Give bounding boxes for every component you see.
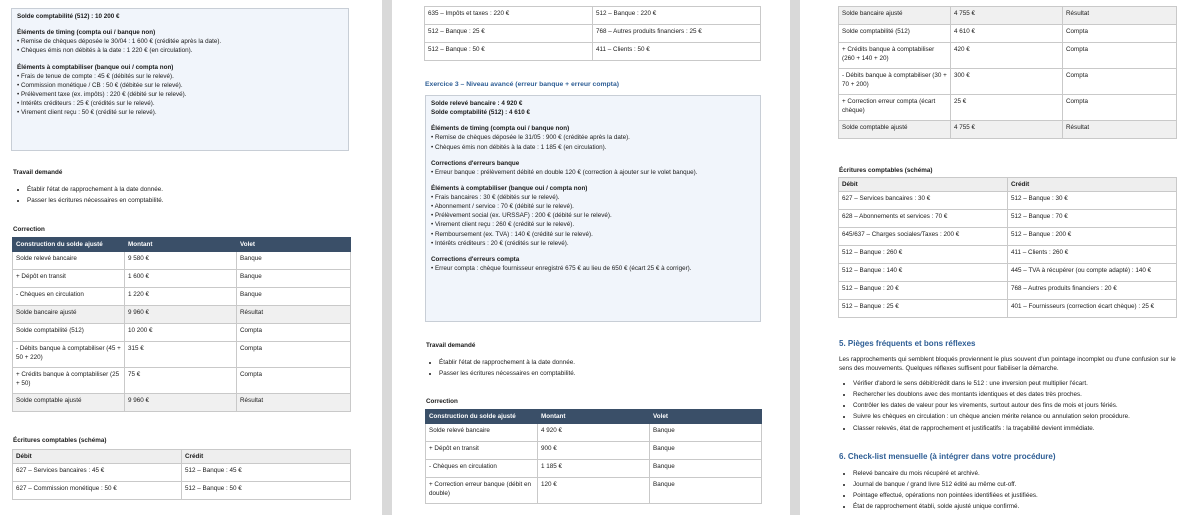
cell: Solde comptable ajusté bbox=[839, 121, 951, 139]
timing-item: • Chèques émis non débités à la date : 1 220 € (en circulation). bbox=[17, 47, 193, 55]
work-list bbox=[425, 358, 769, 380]
timing-item: • Remise de chèques déposée le 31/05 : 900 € (créditée après la date). bbox=[431, 134, 630, 142]
section-5-intro: Les rapprochements qui semblent bloqués proviennent le plus souvent d'un pointage incomplet ou d'une confusion sur le sens des mouvements. Quelques réflexes suffisent pour fiabiliser la démarche. bbox=[839, 356, 1176, 373]
to-book-heading: Éléments à comptabiliser (banque oui / compta non) bbox=[17, 63, 174, 71]
cell: 512 – Banque : 50 € bbox=[425, 43, 593, 61]
table-header-row bbox=[13, 450, 351, 464]
cell: 512 – Banque : 25 € bbox=[839, 300, 1008, 318]
table-row bbox=[839, 69, 1177, 95]
list-item: • Suivre les chèques en circulation : un chèque ancien mérite relance ou annulation selon procédure. bbox=[853, 412, 1194, 421]
column-header: Débit bbox=[839, 178, 1008, 192]
cell: 4 755 € bbox=[951, 7, 1063, 25]
cell: 4 610 € bbox=[951, 25, 1063, 43]
cell: 4 920 € bbox=[538, 424, 650, 442]
page-1 bbox=[0, 0, 382, 515]
cell: 9 960 € bbox=[125, 306, 237, 324]
exercise-data-box bbox=[425, 95, 761, 322]
bank-error-item: • Erreur banque : prélèvement débité en double 120 € (correction à ajouter sur le volet banque). bbox=[431, 168, 698, 176]
entries-table-continued bbox=[424, 6, 761, 61]
table-row bbox=[425, 43, 761, 61]
cell: 512 – Banque : 200 € bbox=[1008, 228, 1177, 246]
book-errors-heading: Corrections d'erreurs compta bbox=[431, 255, 520, 263]
cell: Banque bbox=[650, 478, 762, 504]
cell: Banque bbox=[650, 424, 762, 442]
table-row bbox=[13, 394, 351, 412]
cell: 512 – Banque : 20 € bbox=[839, 282, 1008, 300]
cell: 1 220 € bbox=[125, 288, 237, 306]
section-5-title: 5. Pièges fréquents et bons réflexes bbox=[839, 339, 976, 348]
cell: + Correction erreur banque (débit en double) bbox=[426, 478, 538, 504]
to-book-item: • Frais bancaires : 30 € (débités sur le relevé). bbox=[431, 194, 560, 201]
cell: Banque bbox=[650, 442, 762, 460]
table-row bbox=[839, 210, 1177, 228]
table-row bbox=[839, 95, 1177, 121]
cell: 10 200 € bbox=[125, 324, 237, 342]
cell: 75 € bbox=[125, 368, 237, 394]
cell: 9 580 € bbox=[125, 252, 237, 270]
cell: Compta bbox=[237, 342, 351, 368]
cell: 628 – Abonnements et services : 70 € bbox=[839, 210, 1008, 228]
cell: 635 – Impôts et taxes : 220 € bbox=[425, 7, 593, 25]
reconciliation-table-continued bbox=[838, 6, 1177, 139]
cell: - Débits banque à comptabiliser (45 + 50 + 220) bbox=[13, 342, 125, 368]
list-item: • Journal de banque / grand livre 512 édité au même cut-off. bbox=[853, 480, 1194, 489]
to-book-item: • Prélèvement social (ex. URSSAF) : 200 € (débité sur le relevé). bbox=[431, 212, 612, 220]
cell: 627 – Commission monétique : 50 € bbox=[13, 482, 182, 500]
exercise-title: Exercice 3 – Niveau avancé (erreur banque + erreur compta) bbox=[425, 81, 619, 88]
cell: Banque bbox=[237, 288, 351, 306]
work-item: • Établir l'état de rapprochement à la date donnée. bbox=[439, 358, 769, 367]
table-row bbox=[13, 368, 351, 394]
cell: Compta bbox=[237, 324, 351, 342]
table-row bbox=[425, 25, 761, 43]
correction-heading: Correction bbox=[13, 226, 45, 233]
table-row bbox=[13, 324, 351, 342]
cell: 401 – Fournisseurs (correction écart chèque) : 25 € bbox=[1008, 300, 1177, 318]
cell: Solde bancaire ajusté bbox=[839, 7, 951, 25]
cell: - Débits banque à comptabiliser (30 + 70 + 200) bbox=[839, 69, 951, 95]
cell: Solde comptable ajusté bbox=[13, 394, 125, 412]
cell: 512 – Banque : 25 € bbox=[425, 25, 593, 43]
cell: + Dépôt en transit bbox=[13, 270, 125, 288]
cell: 512 – Banque : 50 € bbox=[182, 482, 351, 500]
table-header-row bbox=[13, 238, 351, 252]
cell: Résultat bbox=[237, 394, 351, 412]
cell: + Crédits banque à comptabiliser (25 + 50) bbox=[13, 368, 125, 394]
page-3 bbox=[800, 0, 1194, 515]
table-row bbox=[839, 25, 1177, 43]
cell: Résultat bbox=[1063, 121, 1177, 139]
cell: 512 – Banque : 70 € bbox=[1008, 210, 1177, 228]
table-row bbox=[426, 442, 762, 460]
list-item: • Contrôler les dates de valeur pour les virements, surtout autour des fins de mois et jours fériés. bbox=[853, 401, 1194, 410]
bank-errors-heading: Corrections d'erreurs banque bbox=[431, 159, 520, 167]
cell: + Dépôt en transit bbox=[426, 442, 538, 460]
work-heading: Travail demandé bbox=[426, 342, 476, 349]
work-item: • Passer les écritures nécessaires en comptabilité. bbox=[27, 196, 357, 205]
entries-heading: Écritures comptables (schéma) bbox=[839, 167, 933, 174]
to-book-item: • Frais de tenue de compte : 45 € (débités sur le relevé). bbox=[17, 72, 174, 80]
list-item: • Relevé bancaire du mois récupéré et archivé. bbox=[853, 469, 1194, 478]
table-row bbox=[13, 464, 351, 482]
table-row bbox=[839, 300, 1177, 318]
cell: 768 – Autres produits financiers : 25 € bbox=[593, 25, 761, 43]
cell: 420 € bbox=[951, 43, 1063, 69]
to-book-item: • Virement client reçu : 50 € (crédité sur le relevé). bbox=[17, 109, 157, 117]
cell: 512 – Banque : 260 € bbox=[839, 246, 1008, 264]
to-book-item: • Virement client reçu : 260 € (crédité sur le relevé). bbox=[431, 221, 575, 229]
to-book-item: • Prélèvement taxe (ex. impôts) : 220 € (débité sur le relevé). bbox=[17, 90, 187, 98]
cell: 1 185 € bbox=[538, 460, 650, 478]
work-item: • Passer les écritures nécessaires en comptabilité. bbox=[439, 369, 769, 378]
table-row bbox=[13, 252, 351, 270]
exercise-data-box bbox=[11, 8, 349, 151]
work-heading: Travail demandé bbox=[13, 169, 63, 176]
cell: 768 – Autres produits financiers : 20 € bbox=[1008, 282, 1177, 300]
table-row bbox=[839, 282, 1177, 300]
cell: Solde bancaire ajusté bbox=[13, 306, 125, 324]
cell: Solde relevé bancaire bbox=[426, 424, 538, 442]
cell: Compta bbox=[1063, 69, 1177, 95]
table-row bbox=[426, 424, 762, 442]
list-item: • Vérifier d'abord le sens débit/crédit dans le 512 : une inversion peut multiplier l'écart. bbox=[853, 379, 1194, 388]
cell: 512 – Banque : 140 € bbox=[839, 264, 1008, 282]
column-header: Construction du solde ajusté bbox=[13, 238, 125, 252]
column-header: Construction du solde ajusté bbox=[426, 410, 538, 424]
cell: 512 – Banque : 220 € bbox=[593, 7, 761, 25]
bank-balance: Solde relevé bancaire : 4 920 € bbox=[431, 100, 523, 107]
correction-heading: Correction bbox=[426, 398, 458, 405]
book-balance: Solde comptabilité (512) : 4 610 € bbox=[431, 109, 531, 117]
table-row bbox=[13, 270, 351, 288]
column-header: Montant bbox=[538, 410, 650, 424]
cell: Compta bbox=[1063, 95, 1177, 121]
section-6-title: 6. Check-list mensuelle (à intégrer dans votre procédure) bbox=[839, 452, 1056, 461]
cell: Solde relevé bancaire bbox=[13, 252, 125, 270]
list-item: • Pointage effectué, opérations non pointées identifiées et justifiées. bbox=[853, 491, 1194, 500]
table-row bbox=[425, 7, 761, 25]
cell: 120 € bbox=[538, 478, 650, 504]
table-header-row bbox=[839, 178, 1177, 192]
table-header-row bbox=[426, 410, 762, 424]
to-book-item: • Remboursement (ex. TVA) : 140 € (crédité sur le relevé). bbox=[431, 230, 593, 238]
to-book-heading: Éléments à comptabiliser (banque oui / compta non) bbox=[431, 184, 588, 192]
to-book-item: • Abonnement / service : 70 € (débité sur le relevé). bbox=[431, 203, 574, 211]
cell: Résultat bbox=[1063, 7, 1177, 25]
table-row bbox=[13, 482, 351, 500]
cell: + Crédits banque à comptabiliser (260 + 140 + 20) bbox=[839, 43, 951, 69]
cell: Banque bbox=[650, 460, 762, 478]
cell: 512 – Banque : 45 € bbox=[182, 464, 351, 482]
cell: 627 – Services bancaires : 45 € bbox=[13, 464, 182, 482]
entries-table bbox=[838, 177, 1177, 318]
cell: Banque bbox=[237, 252, 351, 270]
cell: 645/637 – Charges sociales/Taxes : 200 € bbox=[839, 228, 1008, 246]
page-2 bbox=[392, 0, 790, 515]
cell: - Chèques en circulation bbox=[13, 288, 125, 306]
list-item: • Rechercher les doublons avec des montants identiques et des dates très proches. bbox=[853, 390, 1194, 399]
cell: 9 960 € bbox=[125, 394, 237, 412]
timing-heading: Éléments de timing (compta oui / banque non) bbox=[17, 29, 156, 37]
cell: 4 755 € bbox=[951, 121, 1063, 139]
entries-table bbox=[12, 449, 351, 500]
cell: 300 € bbox=[951, 69, 1063, 95]
cell: 411 – Clients : 50 € bbox=[593, 43, 761, 61]
cell: 900 € bbox=[538, 442, 650, 460]
column-header: Débit bbox=[13, 450, 182, 464]
table-row bbox=[426, 460, 762, 478]
cell: + Correction erreur compta (écart chèque) bbox=[839, 95, 951, 121]
cell: Compta bbox=[237, 368, 351, 394]
cell: Banque bbox=[237, 270, 351, 288]
list-item: • État de rapprochement établi, solde ajusté unique confirmé. bbox=[853, 502, 1194, 511]
reconciliation-table bbox=[12, 237, 351, 412]
cell: 25 € bbox=[951, 95, 1063, 121]
cell: Résultat bbox=[237, 306, 351, 324]
to-book-item: • Intérêts créditeurs : 25 € (crédités sur le relevé). bbox=[17, 100, 155, 107]
table-row bbox=[13, 306, 351, 324]
column-header: Crédit bbox=[1008, 178, 1177, 192]
cell: 512 – Banque : 30 € bbox=[1008, 192, 1177, 210]
table-row bbox=[13, 288, 351, 306]
timing-heading: Éléments de timing (compta oui / banque non) bbox=[431, 125, 570, 133]
list-item: • Classer relevés, état de rapprochement et justificatifs : la traçabilité devient immédiate. bbox=[853, 424, 1194, 433]
book-error-item: • Erreur compta : chèque fournisseur enregistré 675 € au lieu de 650 € (écart 25 € à corriger). bbox=[431, 264, 692, 272]
table-row bbox=[426, 478, 762, 504]
cell: Compta bbox=[1063, 25, 1177, 43]
cell: 315 € bbox=[125, 342, 237, 368]
work-item: • Établir l'état de rapprochement à la date donnée. bbox=[27, 185, 357, 194]
work-list bbox=[13, 185, 357, 207]
to-book-item: • Intérêts créditeurs : 20 € (crédités sur le relevé). bbox=[431, 239, 569, 247]
section-6-list bbox=[839, 469, 1194, 514]
table-row bbox=[839, 7, 1177, 25]
column-header: Montant bbox=[125, 238, 237, 252]
cell: 627 – Services bancaires : 30 € bbox=[839, 192, 1008, 210]
table-row bbox=[839, 264, 1177, 282]
table-row bbox=[839, 43, 1177, 69]
entries-heading: Écritures comptables (schéma) bbox=[13, 437, 107, 444]
cell: Compta bbox=[1063, 43, 1177, 69]
cell: Solde comptabilité (512) bbox=[13, 324, 125, 342]
table-row bbox=[839, 228, 1177, 246]
cell: 1 600 € bbox=[125, 270, 237, 288]
table-row bbox=[839, 121, 1177, 139]
timing-item: • Chèques émis non débités à la date : 1 185 € (en circulation). bbox=[431, 143, 607, 151]
table-row bbox=[13, 342, 351, 368]
cell: 411 – Clients : 260 € bbox=[1008, 246, 1177, 264]
table-row bbox=[839, 246, 1177, 264]
section-5-list bbox=[839, 379, 1194, 435]
to-book-item: • Commission monétique / CB : 50 € (débitée sur le relevé). bbox=[17, 81, 183, 89]
column-header: Volet bbox=[650, 410, 762, 424]
cell: 445 – TVA à récupérer (ou compte adapté) : 140 € bbox=[1008, 264, 1177, 282]
table-row bbox=[839, 192, 1177, 210]
cell: - Chèques en circulation bbox=[426, 460, 538, 478]
book-balance: Solde comptabilité (512) : 10 200 € bbox=[17, 13, 120, 20]
column-header: Volet bbox=[237, 238, 351, 252]
timing-item: • Remise de chèques déposée le 30/04 : 1 600 € (créditée après la date). bbox=[17, 38, 222, 46]
reconciliation-table bbox=[425, 409, 762, 504]
column-header: Crédit bbox=[182, 450, 351, 464]
cell: Solde comptabilité (512) bbox=[839, 25, 951, 43]
